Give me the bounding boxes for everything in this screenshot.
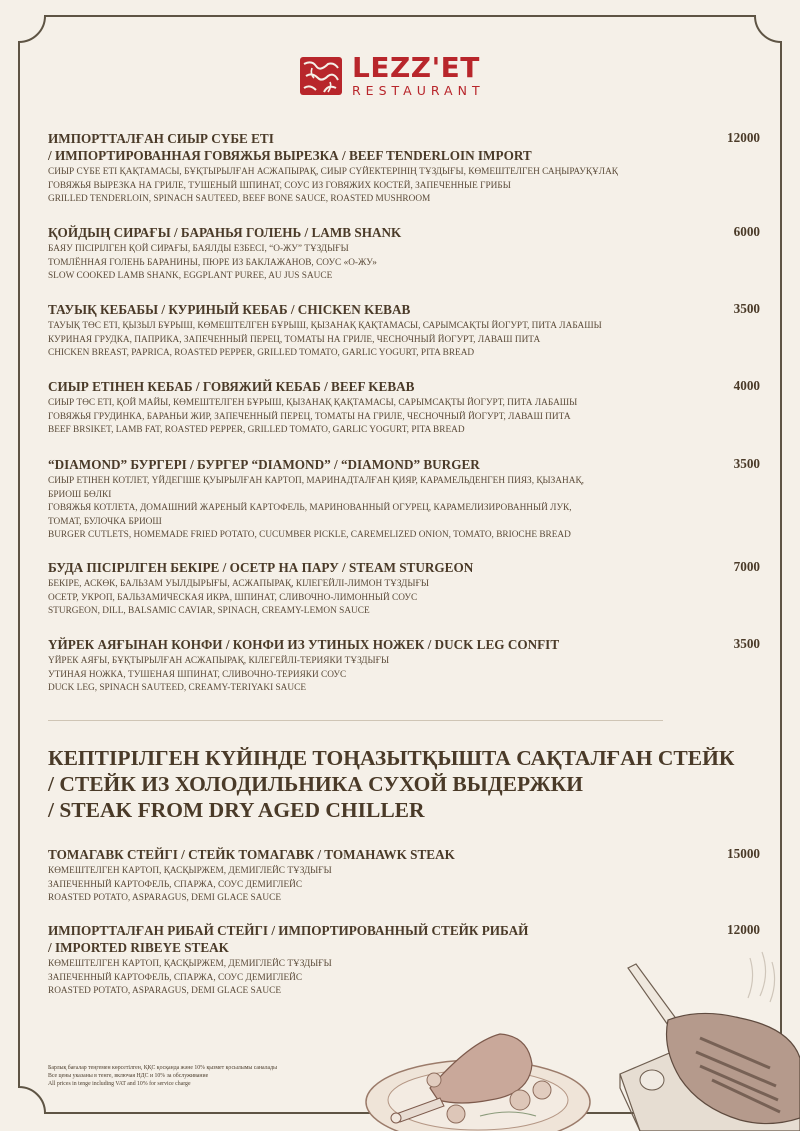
- menu-item-tomahawk-steak: [48, 846, 760, 906]
- menu-item-duck-leg-confit: [48, 636, 760, 696]
- item-description: ТАУЫҚ ТӨС ЕТІ, ҚЫЗЫЛ БҰРЫШ, КӨМЕШТЕЛГЕН БҰРЫШ, ҚЫЗАНАҚ ҚАҚТАМАСЫ, САРЫМСАҚТЫ ЙОГУРТ, ПИТА ЛАБАШЫ КУРИНАЯ ГРУДКА, ПАПРИКА, ЗАПЕЧЕННЫЙ ПЕРЕЦ, ТОМАТЫ НА ГРИЛЕ, ЧЕСНОЧНЫЙ ЙОГУРТ, ЛАВАШ ПИТА CHICKEN BREAST, PAPRICA, ROASTED PEPPER, GRILLED TOMATO, GARLIC YOGURT, PITA BREAD: [48, 321, 602, 359]
- price-footnote: Барлық бағалар теңгемен көрсетілген, ҚҚС қосқанда және 10% қызмет қосылымы саналады Все цены указаны в тенге, включая НДС и 10% за обслуживание All prices in tenge including VAT and 10% for service charge: [48, 1065, 277, 1087]
- menu-item-beef-kebab: [48, 378, 760, 438]
- item-description: СИЫР ТӨС ЕТІ, ҚОЙ МАЙЫ, КӨМЕШТЕЛГЕН БҰРЫШ, ҚЫЗАНАҚ ҚАҚТАМАСЫ, САРЫМСАҚТЫ ЙОГУРТ, ПИТА ЛАБАШЫ ГОВЯЖЬЯ ГРУДИНКА, БАРАНЬИ ЖИР, ЗАПЕЧЕННЫЙ ПЕРЕЦ, ТОМАТЫ НА ГРИЛЕ, ЧЕСНОЧНЫЙ ЙОГУРТ, ЛАВАШ ПИТА BEEF BRSIKET, LAMB FAT, ROASTED PEPPER, GRILLED TOMATO, GARLIC YOGURT, PITA BREAD: [48, 398, 578, 436]
- item-description: СИЫР СҮБЕ ЕТІ ҚАҚТАМАСЫ, БҰҚТЫРЫЛҒАН АСЖАПЫРАҚ, СИЫР СҮЙЕКТЕРІНІҢ ТҰЗДЫҒЫ, КӨМЕШТЕЛГЕН САҢЫРАУҚҰЛАҚ ГОВЯЖЬЯ ВЫРЕЗКА НА ГРИЛЕ, ТУШЕНЫЙ ШПИНАТ, СОУС ИЗ ГОВЯЖИХ КОСТЕЙ, ЗАПЕЧЕННЫЕ ГРИБЫ GRILLED TENDERLOIN, SPINACH SAUTEED, BEEF BONE SAUCE, ROASTED MUSHROOM: [48, 167, 618, 205]
- item-price: 3500: [733, 636, 760, 651]
- lamb-shank-plate-illustration: [360, 1020, 600, 1131]
- item-title: ИМПОРТТАЛҒАН РИБАЙ СТЕЙГІ / ИМПОРТИРОВАННЫЙ СТЕЙК РИБАЙ / IMPORTED RIBEYE STEAK: [48, 923, 529, 955]
- item-price: 3500: [733, 456, 760, 471]
- brand-name: LEZZ'ET: [352, 51, 480, 85]
- item-description: БЕКІРЕ, АСКӨК, БАЛЬЗАМ УЫЛДЫРЫҒЫ, АСЖАПЫРАҚ, КІЛЕГЕЙЛІ-ЛИМОН ТҰЗДЫҒЫ ОСЕТР, УКРОП, БАЛЬЗАМИЧЕСКАЯ ИКРА, ШПИНАТ, СЛИВОЧНО-ЛИМОННЫЙ СОУС STURGEON, DILL, BALSAMIC CAVIAR, SPINACH, CREAMY-LEMON SAUCE: [48, 579, 429, 617]
- item-description: КӨМЕШТЕЛГЕН КАРТОП, ҚАСҚЫРЖЕМ, ДЕМИГЛЕЙС ТҰЗДЫҒЫ ЗАПЕЧЕННЫЙ КАРТОФЕЛЬ, СПАРЖА, СОУС ДЕМИГЛЕЙС ROASTED POTATO, ASPARAGUS, DEMI GLACE SAUCE: [48, 959, 332, 997]
- item-description: ҮЙРЕК АЯҒЫ, БҰҚТЫРЫЛҒАН АСЖАПЫРАҚ, КІЛЕГЕЙЛІ-ТЕРИЯКИ ТҰЗДЫҒЫ УТИНАЯ НОЖКА, ТУШЕНАЯ ШПИНАТ, СЛИВОЧНО-ТЕРИЯКИ СОУС DUCK LEG, SPINACH SAUTEED, CREAMY-TERIYAKI SAUCE: [48, 656, 390, 694]
- item-description: КӨМЕШТЕЛГЕН КАРТОП, ҚАСҚЫРЖЕМ, ДЕМИГЛЕЙС ТҰЗДЫҒЫ ЗАПЕЧЕННЫЙ КАРТОФЕЛЬ, СПАРЖА, СОУС ДЕМИГЛЕЙС ROASTED POTATO, ASPARAGUS, DEMI GLACE SAUCE: [48, 866, 332, 904]
- item-price: 7000: [733, 559, 760, 574]
- item-description: БАЯУ ПІСІРІЛГЕН ҚОЙ СИРАҒЫ, БАЯЛДЫ ЕЗБЕСІ, “О-ЖУ” ТҰЗДЫҒЫ ТОМЛЁННАЯ ГОЛЕНЬ БАРАНИНЫ, ПЮРЕ ИЗ БАКЛАЖАНОВ, СОУС «О-ЖУ» SLOW COOKED LAMB SHANK, EGGPLANT PUREE, AU JUS SAUCE: [48, 244, 377, 282]
- item-title: БУДА ПІСІРІЛГЕН БЕКІРЕ / ОСЕТР НА ПАРУ / STEAM STURGEON: [48, 560, 474, 575]
- item-title: ТАУЫҚ КЕБАБЫ / КУРИНЫЙ КЕБАБ / CHICKEN KEBAB: [48, 302, 411, 317]
- item-title: ҮЙРЕК АЯҒЫНАН КОНФИ / КОНФИ ИЗ УТИНЫХ НОЖЕК / DUCK LEG CONFIT: [48, 637, 560, 652]
- item-price: 12000: [727, 130, 760, 145]
- item-price: 3500: [733, 301, 760, 316]
- item-title: ТОМАГАВК СТЕЙГІ / СТЕЙК ТОМАГАВК / TOMAHAWK STEAK: [48, 847, 455, 862]
- item-price: 15000: [727, 846, 760, 861]
- menu-item-imported-ribeye: [48, 922, 760, 999]
- item-title: ИМПОРТТАЛҒАН СИЫР СҮБЕ ЕТІ / ИМПОРТИРОВАННАЯ ГОВЯЖЬЯ ВЫРЕЗКА / BEEF TENDERLOIN IMPORT: [48, 131, 532, 163]
- item-title: “DIAMOND” БУРГЕРІ / БУРГЕР “DIAMOND” / “DIAMOND” BURGER: [48, 457, 480, 472]
- menu-item-steam-sturgeon: [48, 559, 760, 619]
- item-price: 6000: [733, 224, 760, 239]
- brand-subtitle: RESTAURANT: [352, 83, 485, 99]
- menu-item-beef-tenderloin: [48, 130, 760, 207]
- menu-item-chicken-kebab: [48, 301, 760, 361]
- restaurant-logo: [298, 50, 485, 102]
- section-divider: [48, 720, 663, 721]
- item-price: 4000: [733, 378, 760, 393]
- meat-cut-logo-icon: [298, 54, 344, 98]
- item-price: 12000: [727, 922, 760, 937]
- item-title: СИЫР ЕТІНЕН КЕБАБ / ГОВЯЖИЙ КЕБАБ / BEEF KEBAB: [48, 379, 415, 394]
- section-title-dry-aged-steak: КЕПТІРІЛГЕН КҮЙІНДЕ ТОҢАЗЫТҚЫШТА САҚТАЛҒАН СТЕЙК / СТЕЙК ИЗ ХОЛОДИЛЬНИКА СУХОЙ ВЫДЕРЖКИ / STEAK FROM DRY AGED CHILLER: [48, 746, 735, 822]
- menu-item-diamond-burger: [48, 456, 760, 543]
- item-description: СИЫР ЕТІНЕН КОТЛЕТ, ҮЙДЕГІШЕ ҚУЫРЫЛҒАН КАРТОП, МАРИНАДТАЛҒАН ҚИЯР, КАРАМЕЛЬДЕНГЕН ПИЯЗ, ҚЫЗАНАҚ, БРИОШ БӨЛКІ ГОВЯЖЬЯ КОТЛЕТА, ДОМАШНИЙ ЖАРЕНЫЙ КАРТОФЕЛЬ, МАРИНОВАННЫЙ ОГУРЕЦ, КАРАМЕЛИЗИРОВАННЫЙ ЛУК, ТОМАТ, БУЛОЧКА БРИОШ BURGER CUTLETS, HOMEMADE FRIED POTATO, CUCUMBER PICKLE, CAREMELIZED ONION, TOMATO, BRIOCHE BREAD: [48, 476, 584, 541]
- menu-item-lamb-shank: [48, 224, 760, 284]
- item-title: ҚОЙДЫҢ СИРАҒЫ / БАРАНЬЯ ГОЛЕНЬ / LAMB SHANK: [48, 225, 402, 240]
